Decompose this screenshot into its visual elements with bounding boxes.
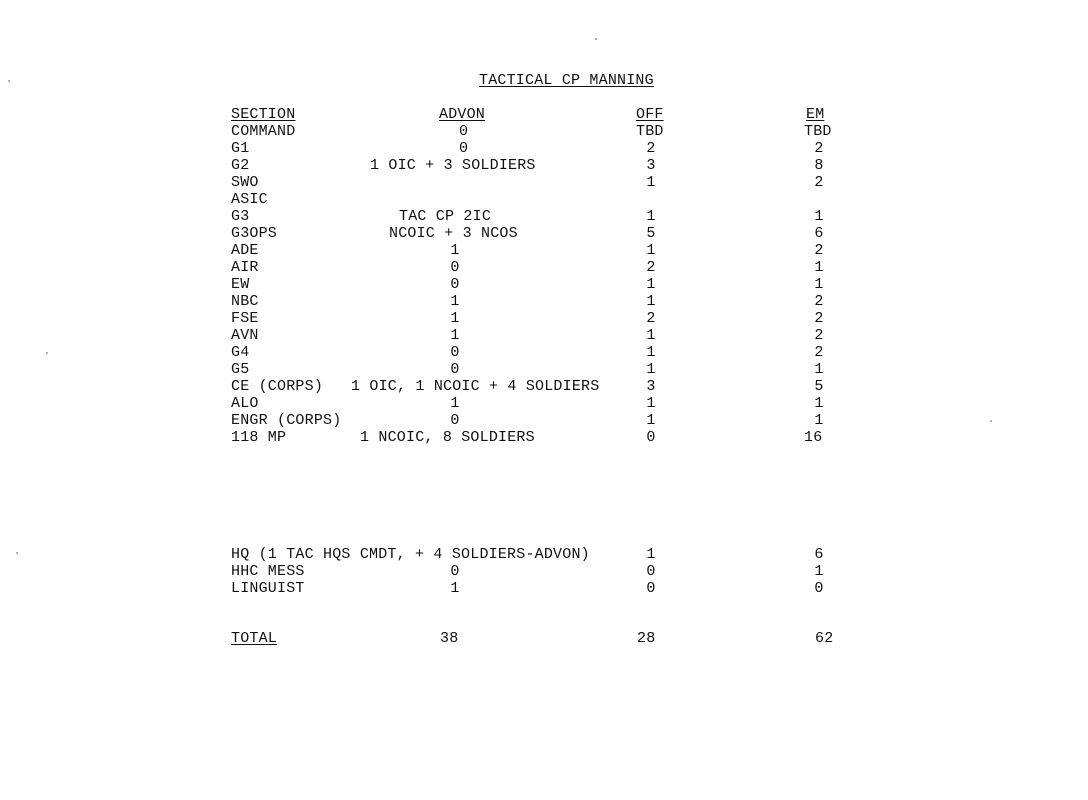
row-off: 0 — [646, 429, 656, 446]
row-advon: 0 — [450, 412, 460, 429]
row-advon: 1 — [450, 327, 460, 344]
row-off: 1 — [646, 242, 656, 259]
table-row — [0, 225, 1088, 242]
row-section: FSE — [231, 310, 259, 327]
row-advon: 1 — [450, 580, 460, 597]
row-em: 8 — [814, 157, 824, 174]
table-row — [0, 276, 1088, 293]
row-off: 1 — [646, 327, 656, 344]
table-row — [0, 344, 1088, 361]
row-section: G5 — [231, 361, 250, 378]
row-em: 2 — [814, 174, 824, 191]
row-em: 16 — [804, 429, 823, 446]
row-off: 0 — [646, 580, 656, 597]
row-off: 1 — [646, 361, 656, 378]
header-section: SECTION — [231, 106, 296, 123]
row-advon: 0 — [450, 344, 460, 361]
row-advon: 1 — [450, 242, 460, 259]
row-off: TBD — [636, 123, 664, 140]
table-row — [0, 140, 1088, 157]
row-em: 1 — [814, 276, 824, 293]
row-off: 1 — [646, 293, 656, 310]
row-section: COMMAND — [231, 123, 296, 140]
table-header — [0, 106, 1088, 123]
total-label: TOTAL — [231, 630, 278, 647]
hq-text: HQ (1 TAC HQS CMDT, + 4 SOLDIERS-ADVON) — [231, 546, 590, 563]
row-em: 0 — [814, 580, 824, 597]
row-section: G1 — [231, 140, 250, 157]
row-off: 1 — [646, 395, 656, 412]
row-advon: 1 — [450, 395, 460, 412]
table-row — [0, 412, 1088, 429]
row-off: 1 — [646, 276, 656, 293]
row-advon: 0 — [450, 276, 460, 293]
row-section: G4 — [231, 344, 250, 361]
row-advon: 1 OIC, 1 NCOIC + 4 SOLDIERS — [351, 378, 600, 395]
row-advon: 0 — [459, 123, 469, 140]
row-section: SWO — [231, 174, 259, 191]
row-off: 1 — [646, 412, 656, 429]
row-em: 1 — [814, 412, 824, 429]
row-advon: 0 — [450, 361, 460, 378]
row-off: 1 — [646, 208, 656, 225]
row-off: 3 — [646, 157, 656, 174]
row-advon: 0 — [450, 563, 460, 580]
row-em: 1 — [814, 395, 824, 412]
table-row — [0, 361, 1088, 378]
row-section: ALO — [231, 395, 259, 412]
header-em: EM — [806, 106, 825, 123]
total-em: 62 — [815, 630, 834, 647]
row-em: 5 — [814, 378, 824, 395]
row-em: 2 — [814, 293, 824, 310]
row-em: 2 — [814, 344, 824, 361]
row-section: AVN — [231, 327, 259, 344]
table-row — [0, 327, 1088, 344]
hq-em: 6 — [814, 546, 824, 563]
row-advon: 1 — [450, 310, 460, 327]
row-section: LINGUIST — [231, 580, 305, 597]
row-off: 2 — [646, 259, 656, 276]
table-row — [0, 293, 1088, 310]
scan-speck — [46, 352, 48, 354]
row-section: ASIC — [231, 191, 268, 208]
scan-speck — [990, 420, 992, 422]
table-row — [0, 191, 1088, 208]
row-advon: 1 NCOIC, 8 SOLDIERS — [360, 429, 535, 446]
row-em: 2 — [814, 242, 824, 259]
row-section: AIR — [231, 259, 259, 276]
table-row — [0, 563, 1088, 580]
scan-speck — [16, 552, 18, 554]
row-em: 2 — [814, 327, 824, 344]
table-row — [0, 310, 1088, 327]
row-section: 118 MP — [231, 429, 287, 446]
table-row — [0, 242, 1088, 259]
table-row — [0, 208, 1088, 225]
row-em: 1 — [814, 208, 824, 225]
row-off: 0 — [646, 563, 656, 580]
table-row — [0, 123, 1088, 140]
hq-row — [0, 546, 1088, 563]
table-row — [0, 259, 1088, 276]
row-em: TBD — [804, 123, 832, 140]
row-section: G3OPS — [231, 225, 278, 242]
table-row — [0, 580, 1088, 597]
row-section: NBC — [231, 293, 259, 310]
row-advon: 1 — [450, 293, 460, 310]
row-em: 2 — [814, 310, 824, 327]
header-off: OFF — [636, 106, 664, 123]
row-off: 2 — [646, 310, 656, 327]
row-advon: 1 OIC + 3 SOLDIERS — [370, 157, 536, 174]
total-row — [0, 630, 1088, 647]
row-off: 2 — [646, 140, 656, 157]
row-section: HHC MESS — [231, 563, 305, 580]
row-section: ENGR (CORPS) — [231, 412, 342, 429]
row-section: ADE — [231, 242, 259, 259]
hq-off: 1 — [646, 546, 656, 563]
row-advon: TAC CP 2IC — [399, 208, 492, 225]
header-advon: ADVON — [439, 106, 486, 123]
table-row — [0, 157, 1088, 174]
row-em: 6 — [814, 225, 824, 242]
row-em: 2 — [814, 140, 824, 157]
scan-speck — [8, 80, 10, 82]
total-advon: 38 — [440, 630, 459, 647]
row-section: G3 — [231, 208, 250, 225]
row-off: 1 — [646, 344, 656, 361]
row-section: CE (CORPS) — [231, 378, 324, 395]
page-title: TACTICAL CP MANNING — [479, 72, 654, 89]
table-row — [0, 174, 1088, 191]
row-em: 1 — [814, 259, 824, 276]
row-em: 1 — [814, 361, 824, 378]
row-off: 1 — [646, 174, 656, 191]
row-advon: NCOIC + 3 NCOS — [389, 225, 518, 242]
row-off: 3 — [646, 378, 656, 395]
table-row — [0, 429, 1088, 446]
table-row — [0, 395, 1088, 412]
row-advon: 0 — [459, 140, 469, 157]
scan-speck — [595, 38, 597, 40]
row-section: EW — [231, 276, 250, 293]
row-section: G2 — [231, 157, 250, 174]
row-em: 1 — [814, 563, 824, 580]
table-row — [0, 378, 1088, 395]
total-off: 28 — [637, 630, 656, 647]
row-off: 5 — [646, 225, 656, 242]
row-advon: 0 — [450, 259, 460, 276]
